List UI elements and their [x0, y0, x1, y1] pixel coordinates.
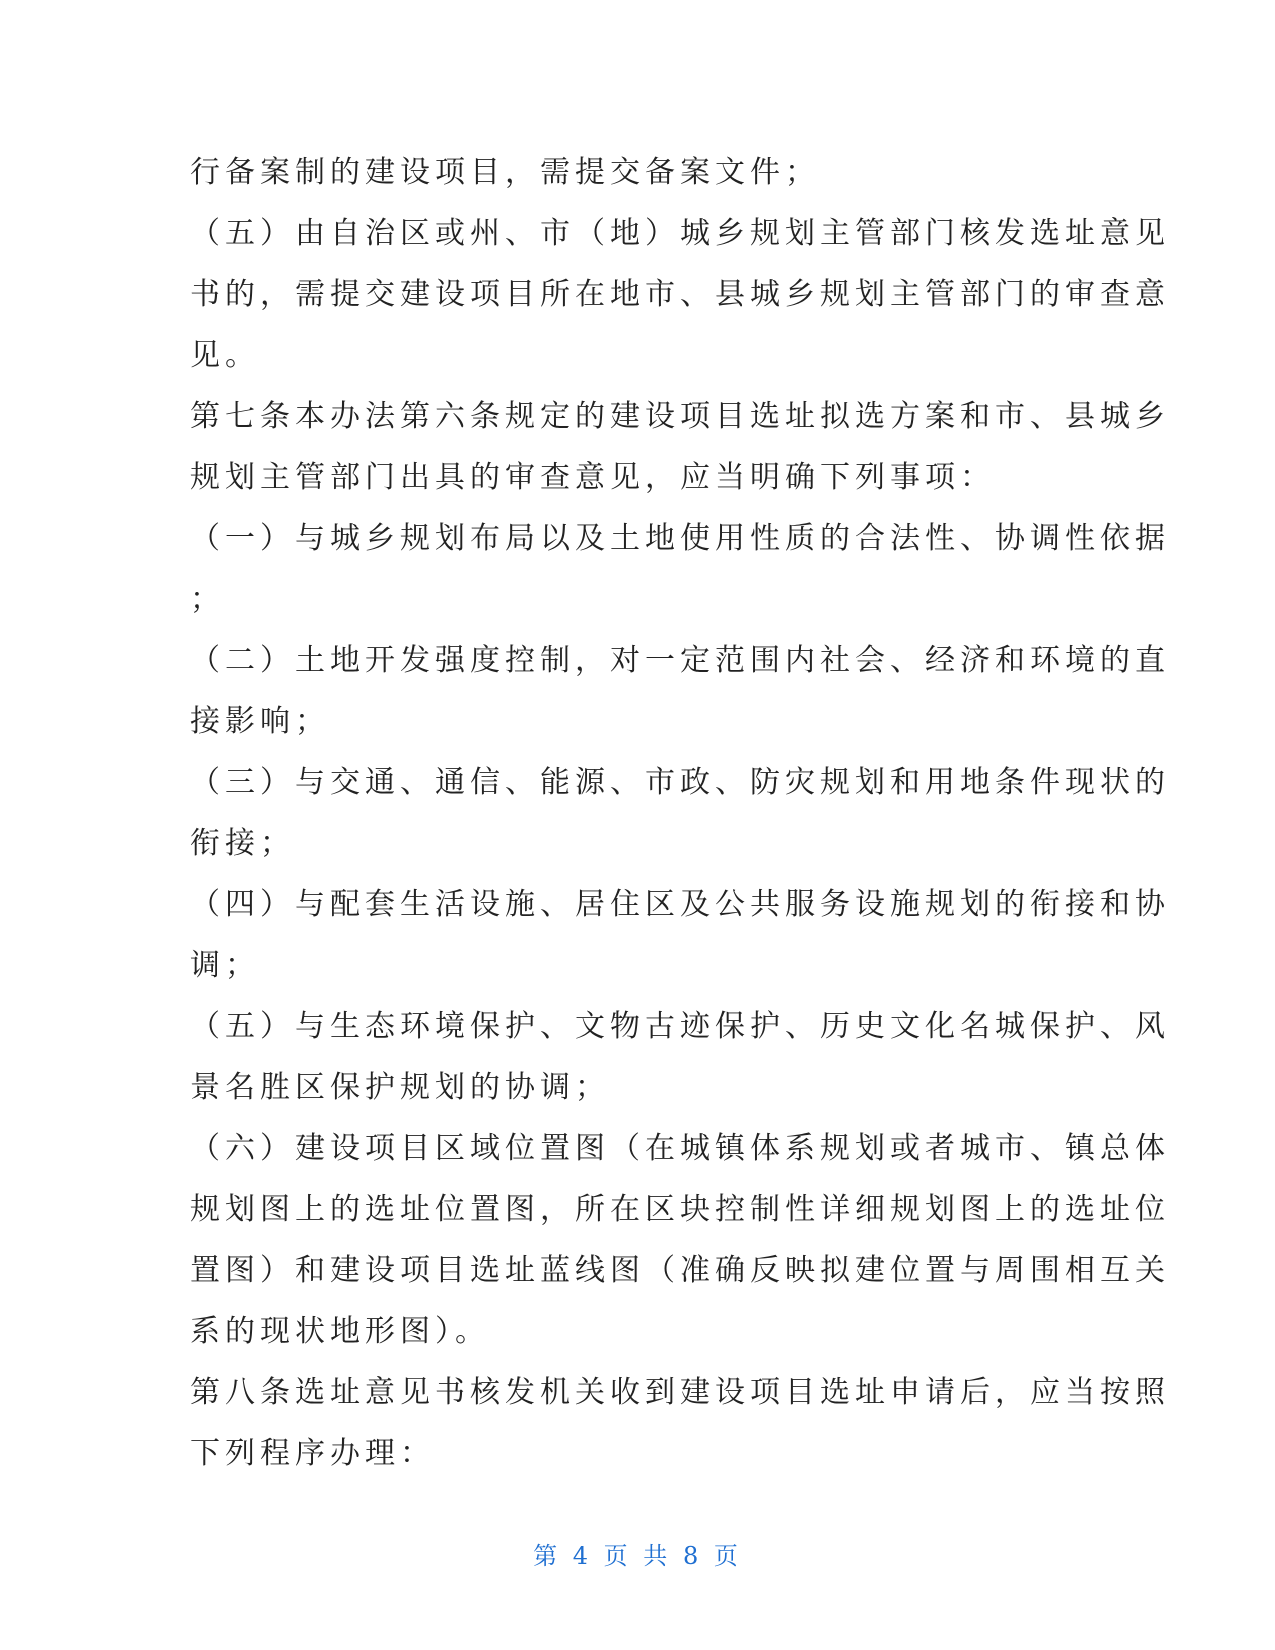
text-line: 调； — [190, 948, 260, 983]
text-line: （五）与生态环境保护、文物古迹保护、历史文化名城保护、风 — [190, 1009, 1170, 1044]
text-line: 第七条本办法第六条规定的建设项目选址拟选方案和市、县城乡 — [190, 399, 1170, 434]
text-line: 系的现状地形图）。 — [190, 1314, 490, 1349]
text-line: ； — [190, 582, 225, 617]
page-number-footer: 第 4 页 共 8 页 — [533, 1542, 742, 1570]
text-line: 下列程序办理： — [190, 1436, 435, 1471]
text-line: （六）建设项目区域位置图（在城镇体系规划或者城市、镇总体 — [190, 1131, 1170, 1166]
text-line: （四）与配套生活设施、居住区及公共服务设施规划的衔接和协 — [190, 887, 1170, 922]
text-line: 书的，需提交建设项目所在地市、县城乡规划主管部门的审查意 — [190, 277, 1170, 312]
text-line: 第八条选址意见书核发机关收到建设项目选址申请后，应当按照 — [190, 1375, 1170, 1410]
document-body — [190, 142, 1170, 1484]
text-line: 衔接； — [190, 826, 295, 861]
text-line: 规划主管部门出具的审查意见，应当明确下列事项： — [190, 460, 995, 495]
text-line: （一）与城乡规划布局以及土地使用性质的合法性、协调性依据 — [190, 521, 1170, 556]
text-line: 置图）和建设项目选址蓝线图（准确反映拟建位置与周围相互关 — [190, 1253, 1170, 1288]
text-line: 景名胜区保护规划的协调； — [190, 1070, 610, 1105]
text-line: （三）与交通、通信、能源、市政、防灾规划和用地条件现状的 — [190, 765, 1170, 800]
text-line: 见。 — [190, 338, 260, 373]
text-line: 规划图上的选址位置图，所在区块控制性详细规划图上的选址位 — [190, 1192, 1170, 1227]
text-line: 接影响； — [190, 704, 330, 739]
text-line: （五）由自治区或州、市（地）城乡规划主管部门核发选址意见 — [190, 216, 1170, 251]
text-line: 行备案制的建设项目，需提交备案文件； — [190, 155, 820, 190]
text-line: （二）土地开发强度控制，对一定范围内社会、经济和环境的直 — [190, 643, 1170, 678]
